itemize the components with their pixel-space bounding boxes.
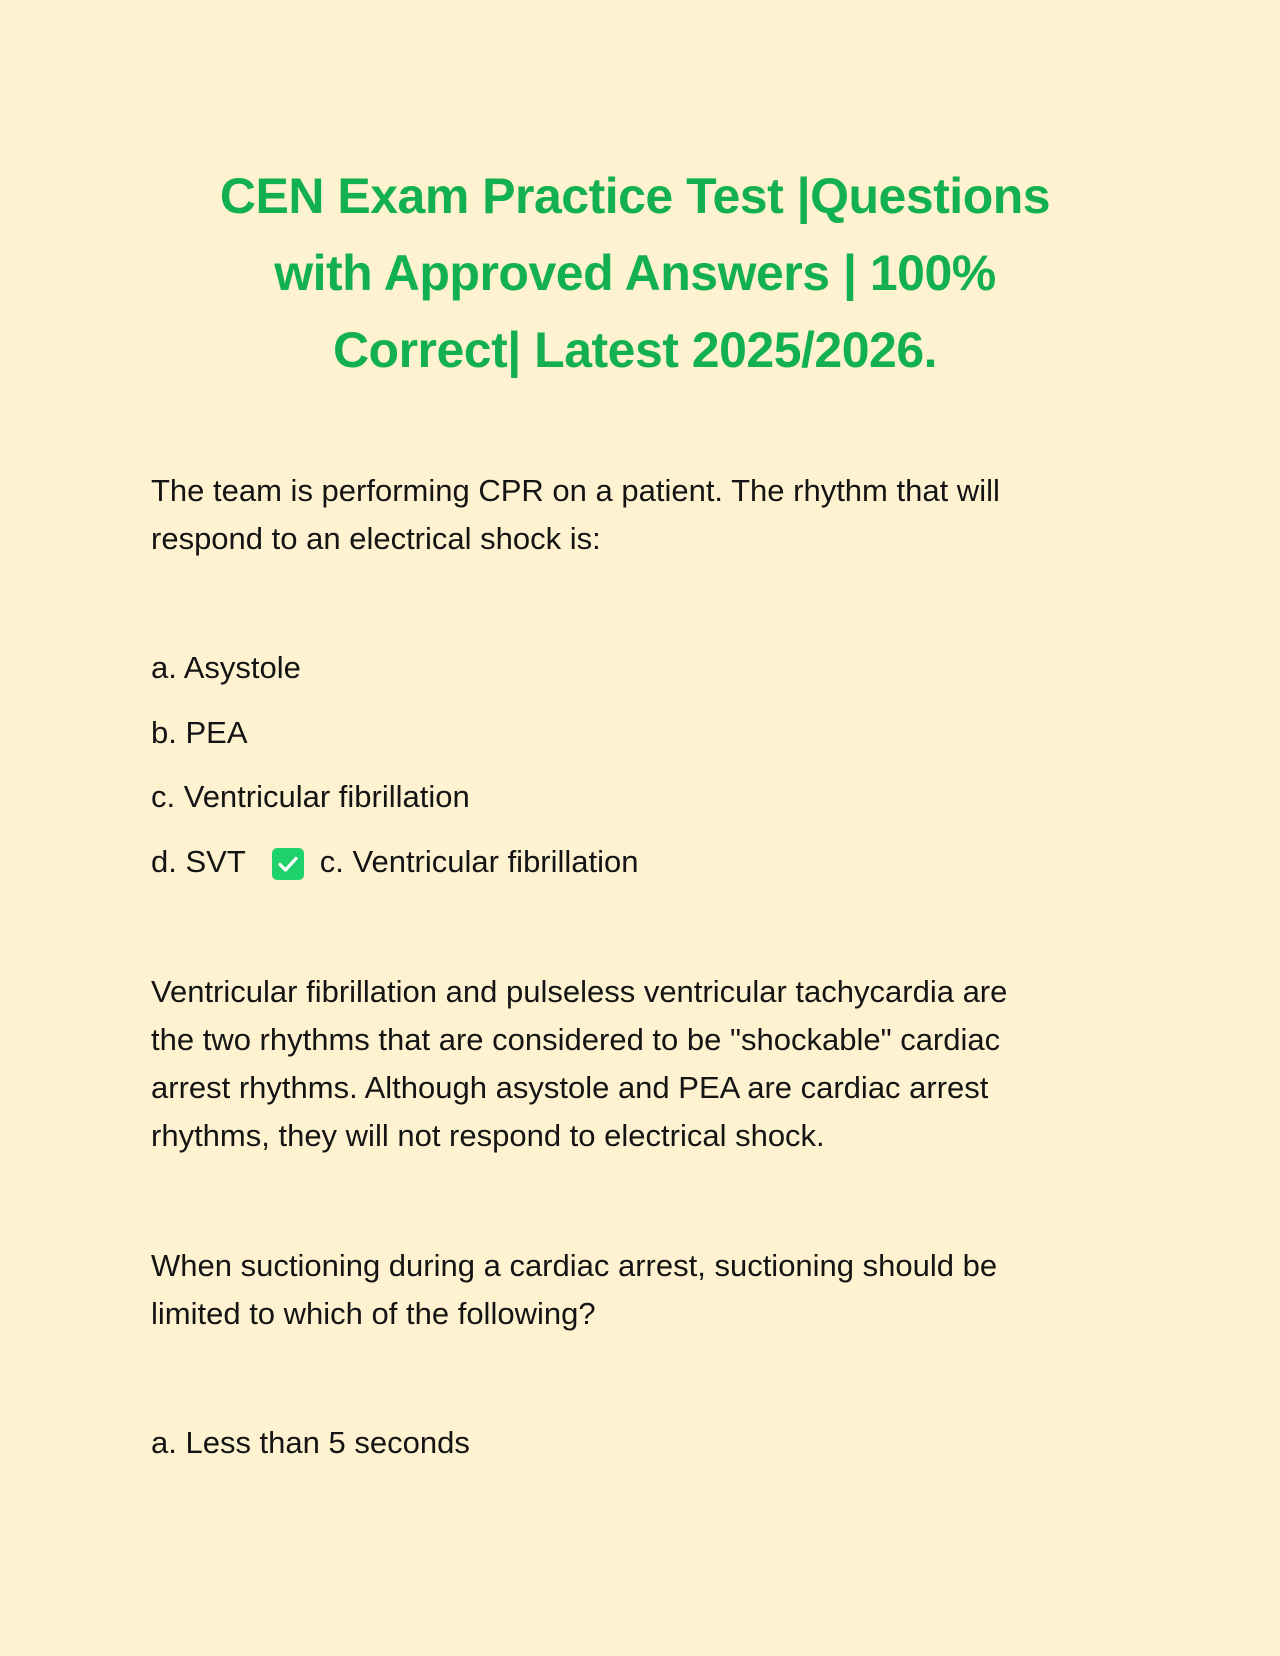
title-line: with Approved Answers | 100% [274, 245, 996, 301]
question-2-option-a: a. Less than 5 seconds [151, 1425, 470, 1460]
question-1-option-c: c. Ventricular fibrillation [151, 779, 470, 814]
question-1-text [151, 467, 1151, 563]
title-line: Correct| Latest 2025/2026. [332, 322, 938, 378]
explanation-line: Ventricular fibrillation and pulseless ventricular tachycardia are [151, 974, 1008, 1009]
question-line: The team is performing CPR on a patient. The rhythm that will [151, 473, 1000, 508]
question-1-answer-row [151, 838, 639, 886]
title-line: CEN Exam Practice Test |Questions [219, 168, 1051, 224]
question-1-option-a: a. Asystole [151, 650, 301, 685]
document-title [150, 158, 1120, 389]
question-1-option-b: b. PEA [151, 715, 248, 750]
question-2-text [151, 1242, 1151, 1338]
explanation-line: arrest rhythms. Although asystole and PEA are cardiac arrest [151, 1070, 989, 1105]
explanation-line: rhythms, they will not respond to electrical shock. [151, 1118, 825, 1153]
explanation-line: the two rhythms that are considered to be "shockable" cardiac [151, 1022, 1001, 1057]
question-1-option-d: d. SVT [151, 844, 246, 879]
question-1-explanation [151, 968, 1151, 1160]
question-line: respond to an electrical shock is: [151, 521, 601, 556]
question-1-correct-answer: c. Ventricular fibrillation [319, 844, 639, 879]
question-line: When suctioning during a cardiac arrest, suctioning should be [151, 1248, 998, 1283]
check-icon [272, 846, 304, 878]
question-line: limited to which of the following? [151, 1296, 596, 1331]
